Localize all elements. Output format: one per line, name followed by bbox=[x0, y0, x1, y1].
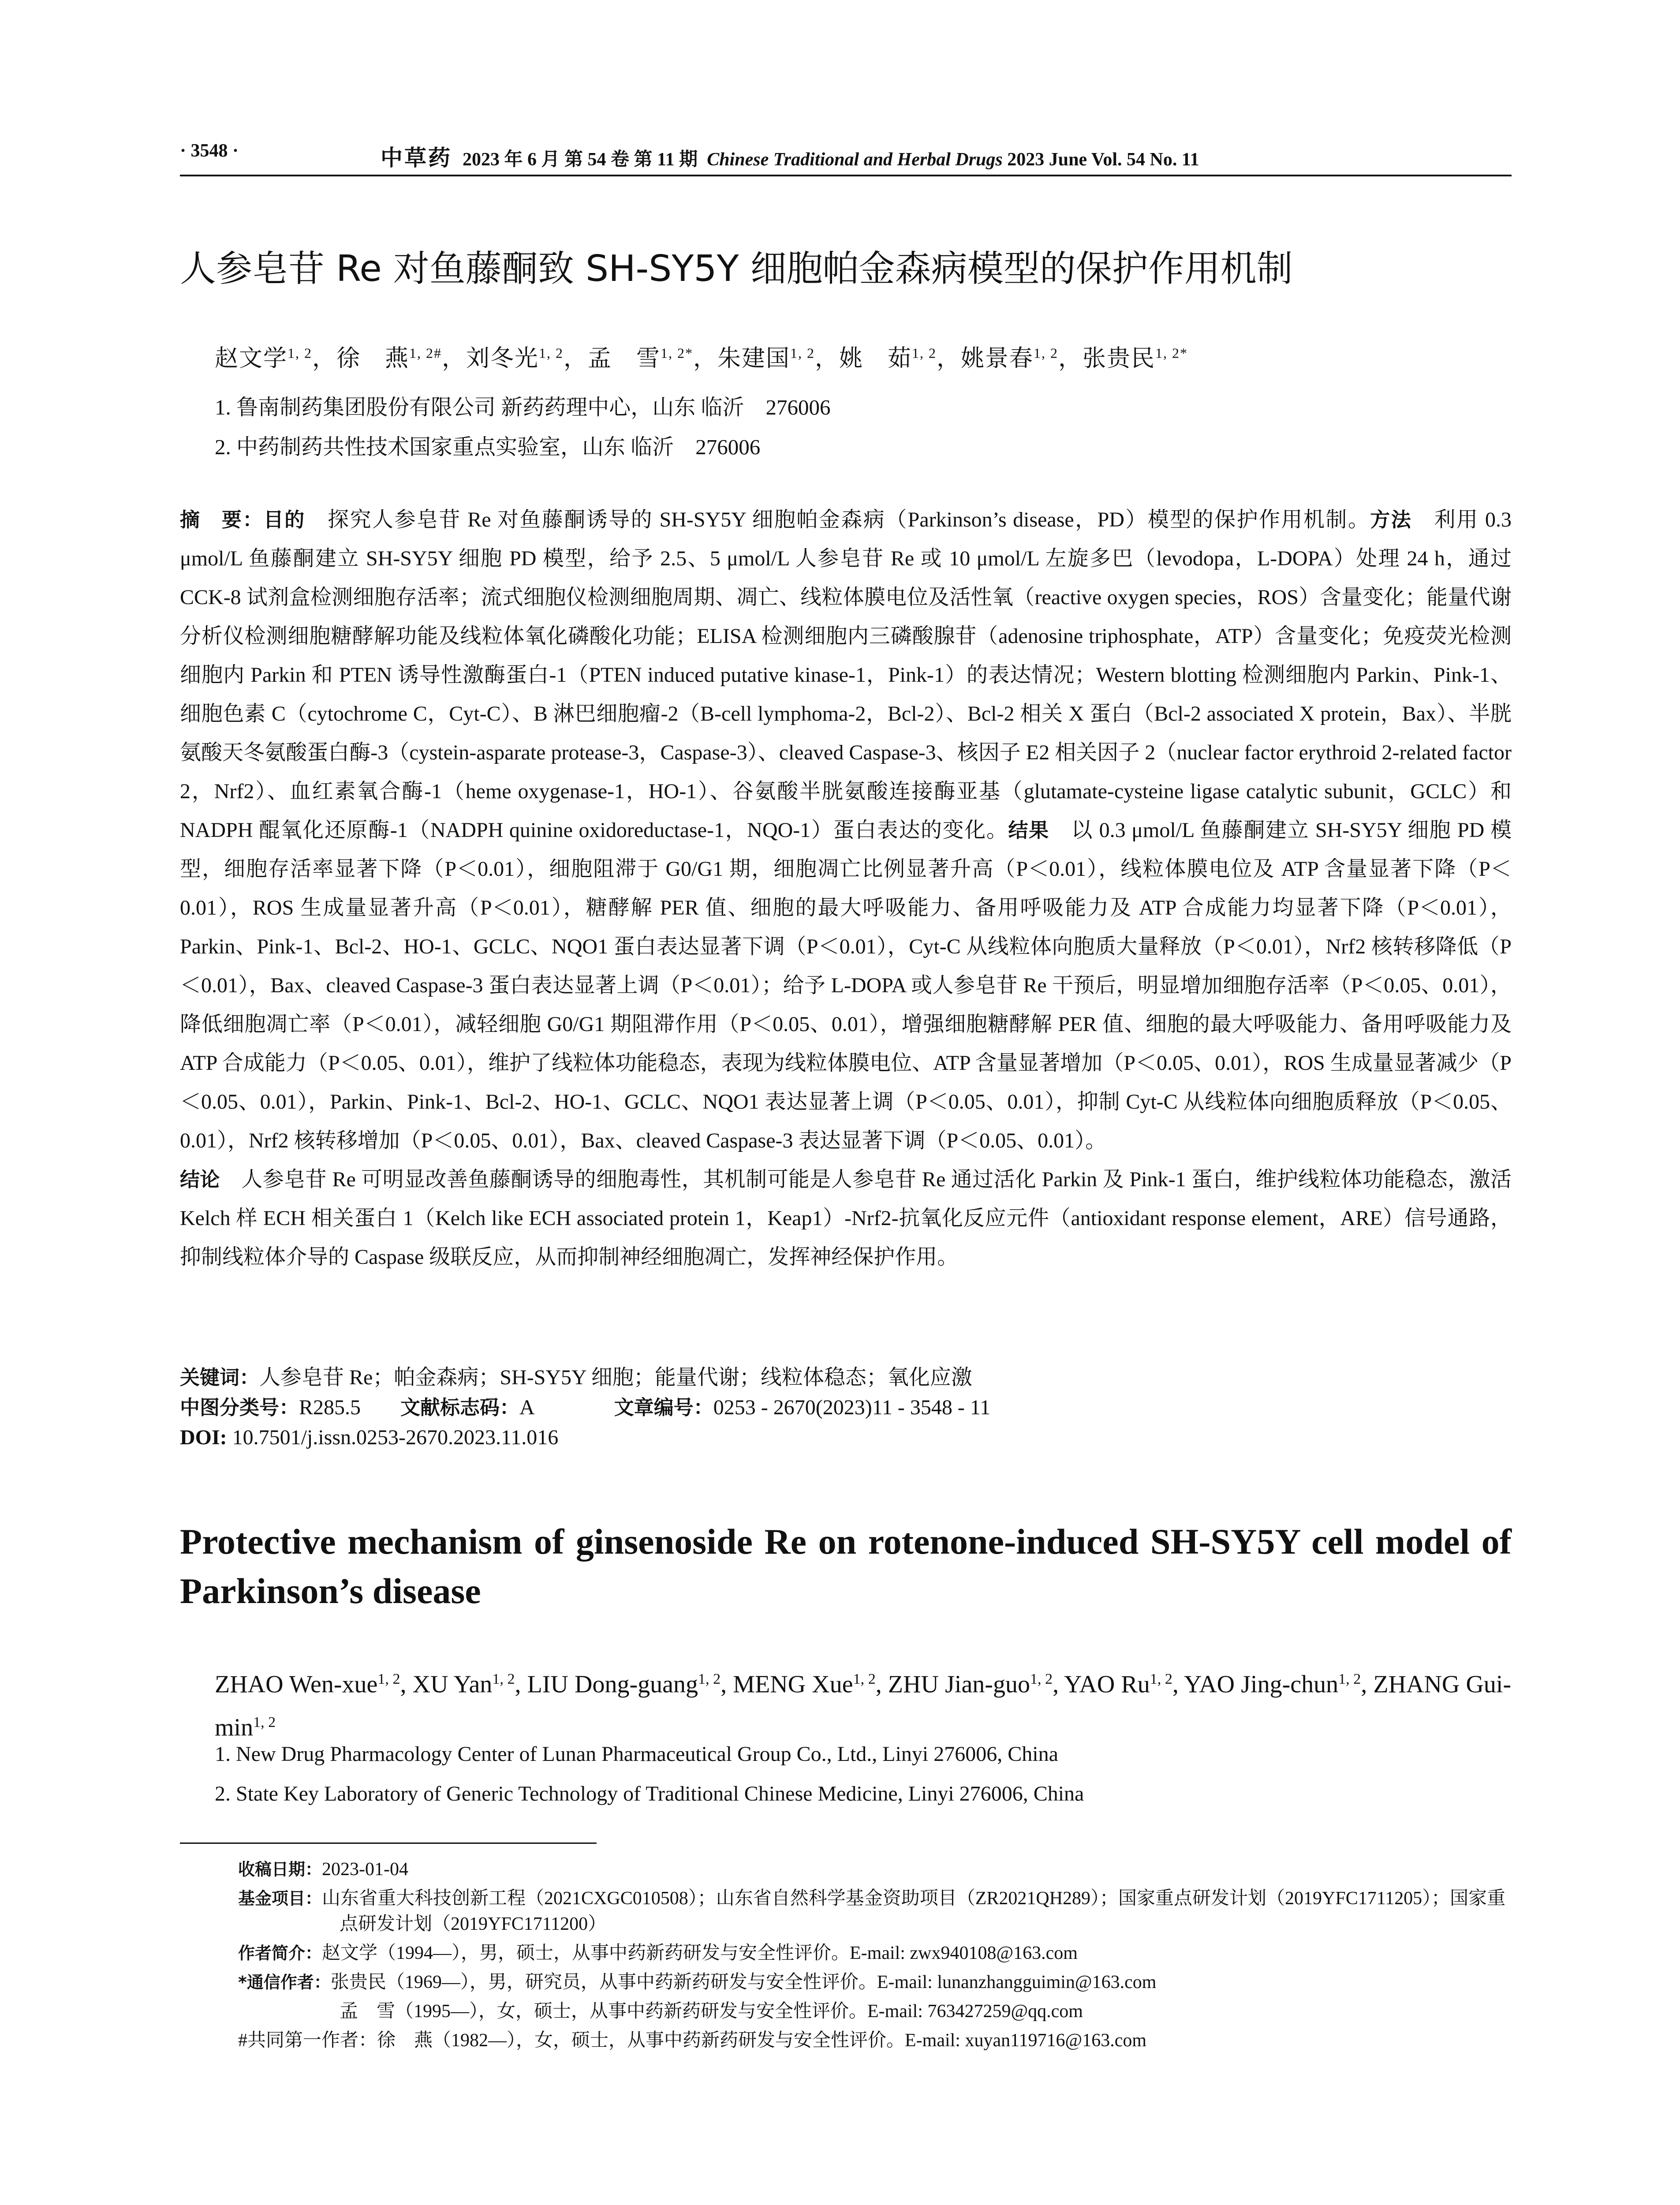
conclusion-label: 结论 bbox=[180, 1168, 220, 1191]
corresponding-author-2 bbox=[238, 1999, 1512, 2024]
author-name: 孟 雪 bbox=[588, 346, 661, 371]
results-label: 结果 bbox=[1008, 818, 1049, 842]
co-first-author bbox=[238, 2028, 1512, 2053]
results-text: 以 0.3 μmol/L 鱼藤酮建立 SH-SY5Y 细胞 PD 模型，细胞存活率显著下降（P＜0.01），细胞阻滞于 G0/G1 期，细胞凋亡比例显著升高（P＜0.01），线粒体膜电位及 ATP 含量显著下降（P＜0.01），ROS 生成量显著升高（P＜0.01），糖酵解 PER 值、细胞的最大呼吸能力、备用呼吸能力及 ATP 合成能力均显著下降（P＜0.01），Parkin、Pink-1、Bcl-2、HO-1、GCLC、NQO1 蛋白表达显著下调（P＜0.01），Cyt-C 从线粒体向胞质大量释放（P＜0.01），Nrf2 核转移降低（P＜0.01），Bax、cleaved Caspase-3 蛋白表达显著上调（P＜0.01）；给予 L-DOPA 或人参皂苷 Re 干预后，明显增加细胞存活率（P＜0.05、0.01），降低细胞凋亡率（P＜0.01），减轻细胞 G0/G1 期阻滞作用（P＜0.05、0.01），增强细胞糖酵解 PER 值、细胞的最大呼吸能力、备用呼吸能力及 ATP 合成能力（P＜0.05、0.01），维护了线粒体功能稳态，表现为线粒体膜电位、ATP 含量显著增加（P＜0.05、0.01），ROS 生成量显著减少（P＜0.05、0.01），Parkin、Pink-1、Bcl-2、HO-1、GCLC、NQO1 表达显著上调（P＜0.05、0.01），抑制 Cyt-C 从线粒体向细胞质释放（P＜0.05、0.01），Nrf2 核转移增加（P＜0.05、0.01），Bax、cleaved Caspase-3 表达显著下调（P＜0.05、0.01）。 bbox=[180, 818, 1512, 1152]
english-affiliation-1: 1. New Drug Pharmacology Center of Lunan Pharmaceutical Group Co., Ltd., Linyi 276006, China bbox=[215, 1742, 1058, 1766]
author-affiliation-mark: 1, 2 bbox=[1030, 1671, 1053, 1687]
author-name: 赵文学 bbox=[215, 346, 287, 371]
author-affiliation-mark: 1, 2* bbox=[1155, 345, 1188, 361]
clc-label: 中图分类号： bbox=[180, 1396, 299, 1419]
chinese-title: 人参皂苷 Re 对鱼藤酮致 SH-SY5Y 细胞帕金森病模型的保护作用机制 bbox=[180, 248, 1293, 290]
co-first-text: 徐 燕（1982—），女，硕士，从事中药新药研发与安全性评价。E-mail: xuyan119716@163.com bbox=[377, 2030, 1147, 2051]
running-header bbox=[180, 140, 1512, 168]
author-name: MENG Xue bbox=[733, 1671, 853, 1698]
journal-name-cn: 中草药 bbox=[381, 146, 452, 170]
header-rule bbox=[180, 175, 1512, 176]
classification-row bbox=[180, 1393, 1512, 1423]
chinese-affiliation-2: 2. 中药制药共性技术国家重点实验室，山东 临沂 276006 bbox=[215, 435, 761, 459]
author-name: LIU Dong-guang bbox=[527, 1671, 698, 1698]
keywords-row bbox=[180, 1363, 1512, 1393]
chinese-affiliation-1: 1. 鲁南制药集团股份有限公司 新药药理中心，山东 临沂 276006 bbox=[215, 395, 831, 419]
author-affiliation-mark: 1, 2 bbox=[287, 345, 312, 361]
author-name: 姚 茹 bbox=[839, 346, 912, 371]
journal-line bbox=[381, 140, 1199, 172]
issue-cn: 2023 年 6 月 第 54 卷 第 11 期 bbox=[463, 149, 698, 170]
author-name: 徐 燕 bbox=[336, 346, 409, 371]
author-name: YAO Jing-chun bbox=[1183, 1671, 1339, 1698]
fund-note bbox=[238, 1886, 1512, 1937]
co-first-label: #共同第一作者： bbox=[238, 2030, 377, 2051]
author-affiliation-mark: 1, 2* bbox=[661, 345, 693, 361]
author-name: 朱建国 bbox=[717, 346, 790, 371]
objective-label: 目的 bbox=[263, 508, 306, 531]
author-affiliation-mark: 1, 2 bbox=[1338, 1671, 1361, 1687]
methods-text: 利用 0.3 μmol/L 鱼藤酮建立 SH-SY5Y 细胞 PD 模型，给予 2.5、5 μmol/L 人参皂苷 Re 或 10 μmol/L 左旋多巴（levodopa，L-DOPA）处理 24 h，通过 CCK-8 试剂盒检测细胞存活率；流式细胞仪检测细胞周期、凋亡、线粒体膜电位及活性氧（reactive oxygen species，ROS）含量变化；能量代谢分析仪检测细胞糖酵解功能及线粒体氧化磷酸化功能；ELISA 检测细胞内三磷酸腺苷（adenosine triphosphate，ATP）含量变化；免疫荧光检测细胞内 Parkin 和 PTEN 诱导性激酶蛋白-1（PTEN induced putative kinase-1，Pink-1）的表达情况；Western blotting 检测细胞内 Parkin、Pink-1、细胞色素 C（cytochrome C，Cyt-C）、B 淋巴细胞瘤-2（B-cell lymphoma-2，Bcl-2）、Bcl-2 相关 X 蛋白（Bcl-2 associated X protein，Bax）、半胱氨酸天冬氨酸蛋白酶-3（cystein-asparate protease-3，Caspase-3）、cleaved Caspase-3、核因子 E2 相关因子 2（nuclear factor erythroid 2-related factor 2，Nrf2）、血红素氧合酶-1（heme oxygenase-1，HO-1）、谷氨酸半胱氨酸连接酶亚基（glutamate-cysteine ligase catalytic subunit，GCLC）和 NADPH 醌氧化还原酶-1（NADPH quinine oxidoreductase-1，NQO-1）蛋白表达的变化。 bbox=[180, 508, 1512, 842]
corresponding-author-2-text: 孟 雪（1995—），女，硕士，从事中药新药研发与安全性评价。E-mail: 763427259@qq.com bbox=[340, 2001, 1083, 2022]
footnote-rule bbox=[180, 1842, 597, 1844]
author-bio-label: 作者简介： bbox=[238, 1943, 322, 1963]
author-bio bbox=[238, 1940, 1512, 1966]
author-affiliation-mark: 1, 2 bbox=[539, 345, 564, 361]
english-affiliation-2: 2. State Key Laboratory of Generic Technology of Traditional Chinese Medicine, Linyi 276006, China bbox=[215, 1782, 1084, 1805]
corresponding-author-1-text: 张贵民（1969—），男，研究员，从事中药新药研发与安全性评价。E-mail: lunanzhangguimin@163.com bbox=[330, 1972, 1157, 1992]
author-affiliation-mark: 1, 2 bbox=[1034, 345, 1058, 361]
author-name: 刘冬光 bbox=[466, 346, 539, 371]
footnotes bbox=[238, 1857, 1512, 2057]
document-code: A bbox=[519, 1396, 535, 1419]
doi-label: DOI: bbox=[180, 1426, 227, 1449]
article-metadata bbox=[180, 1363, 1512, 1453]
article-number: 0253 - 2670(2023)11 - 3548 - 11 bbox=[713, 1396, 991, 1419]
article-number-label: 文章编号： bbox=[614, 1396, 713, 1419]
corresponding-author-1 bbox=[238, 1970, 1512, 1995]
abstract-label: 摘 要： bbox=[180, 508, 264, 531]
fund-text: 山东省重大科技创新工程（2021CXGC010508）；山东省自然科学基金资助项目（ZR2021QH289）；国家重点研发计划（2019YFC1711205）；国家重点研发计划（2019YFC1711200） bbox=[322, 1888, 1506, 1934]
methods-label: 方法 bbox=[1370, 508, 1412, 531]
author-affiliation-mark: 1, 2 bbox=[698, 1671, 721, 1687]
author-name: 张贵民 bbox=[1083, 346, 1155, 371]
author-name: XU Yan bbox=[412, 1671, 493, 1698]
english-title: Protective mechanism of ginsenoside Re on rotenone-induced SH-SY5Y cell model of Parkinson’s disease bbox=[180, 1521, 1512, 1611]
received-date bbox=[238, 1857, 1512, 1882]
author-name: YAO Ru bbox=[1064, 1671, 1150, 1698]
author-affiliation-mark: 1, 2 bbox=[853, 1671, 876, 1687]
author-affiliation-mark: 1, 2 bbox=[790, 345, 815, 361]
author-affiliation-mark: 1, 2 bbox=[912, 345, 937, 361]
conclusion-text: 人参皂苷 Re 可明显改善鱼藤酮诱导的细胞毒性，其机制可能是人参皂苷 Re 通过活化 Parkin 及 Pink-1 蛋白，维护线粒体功能稳态，激活 Kelch 样 ECH 相关蛋白 1（Kelch like ECH associated protein 1，Keap1）-Nrf2-抗氧化反应元件（antioxidant response element，ARE）信号通路，抑制线粒体介导的 Caspase 级联反应，从而抑制神经细胞凋亡，发挥神经保护作用。 bbox=[180, 1168, 1512, 1269]
received-label: 收稿日期： bbox=[238, 1860, 322, 1879]
chinese-author-list: 赵文学$^{1, 2}$，徐 燕$^{1, 2\#}$，刘冬光$^{1, 2}$，孟 雪$^{1, 2*}$，朱建国$^{1, 2}$，姚 茹$^{1, 2}$，姚景春$^{1, 2}$，张贵民$^{1, 2*}$ bbox=[215, 345, 1188, 371]
keywords-label: 关键词： bbox=[180, 1366, 260, 1389]
clc-code: R285.5 bbox=[299, 1396, 361, 1419]
author-affiliation-mark: 1, 2 bbox=[253, 1714, 276, 1730]
author-affiliation-mark: 1, 2# bbox=[409, 345, 442, 361]
author-name: 姚景春 bbox=[961, 346, 1034, 371]
author-bio-text: 赵文学（1994—），男，硕士，从事中药新药研发与安全性评价。E-mail: zwx940108@163.com bbox=[322, 1943, 1078, 1963]
author-name: ZHANG Gui-min bbox=[215, 1671, 1512, 1742]
page-number: · 3548 · bbox=[180, 141, 239, 161]
objective-text: 探究人参皂苷 Re 对鱼藤酮诱导的 SH-SY5Y 细胞帕金森病（Parkinson’s disease，PD）模型的保护作用机制。 bbox=[328, 508, 1370, 531]
author-name: ZHAO Wen-xue bbox=[215, 1671, 378, 1698]
abstract-paragraph bbox=[180, 501, 1512, 1277]
doi[interactable]: 10.7501/j.issn.0253-2670.2023.11.016 bbox=[232, 1426, 559, 1449]
fund-label: 基金项目： bbox=[238, 1889, 322, 1908]
english-author-list: ZHAO Wen-xue$^{1, 2}$, XU Yan$^{1, 2}$, LIU Dong-guang$^{1, 2}$, MENG Xue$^{1, 2}$, ZHU Jian-guo$^{1, 2}$, YAO Ru$^{1, 2}$, YAO Jing-chun$^{1, 2}$, ZHANG Gui-$\min^{1, 2}$ bbox=[215, 1671, 1512, 1742]
corresponding-label: *通信作者： bbox=[238, 1973, 331, 1992]
received-value: 2023-01-04 bbox=[322, 1859, 408, 1880]
document-code-label: 文献标志码： bbox=[400, 1396, 520, 1419]
issue-en: 2023 June Vol. 54 No. 11 bbox=[1007, 149, 1199, 170]
journal-name-en: Chinese Traditional and Herbal Drugs bbox=[707, 149, 1003, 170]
author-affiliation-mark: 1, 2 bbox=[492, 1671, 515, 1687]
author-name: ZHU Jian-guo bbox=[888, 1671, 1030, 1698]
author-affiliation-mark: 1, 2 bbox=[377, 1671, 400, 1687]
keywords: 人参皂苷 Re；帕金森病；SH-SY5Y 细胞；能量代谢；线粒体稳态；氧化应激 bbox=[259, 1366, 972, 1389]
abstract bbox=[180, 501, 1512, 1277]
author-affiliation-mark: 1, 2 bbox=[1150, 1671, 1172, 1687]
doi-row bbox=[180, 1423, 1512, 1453]
